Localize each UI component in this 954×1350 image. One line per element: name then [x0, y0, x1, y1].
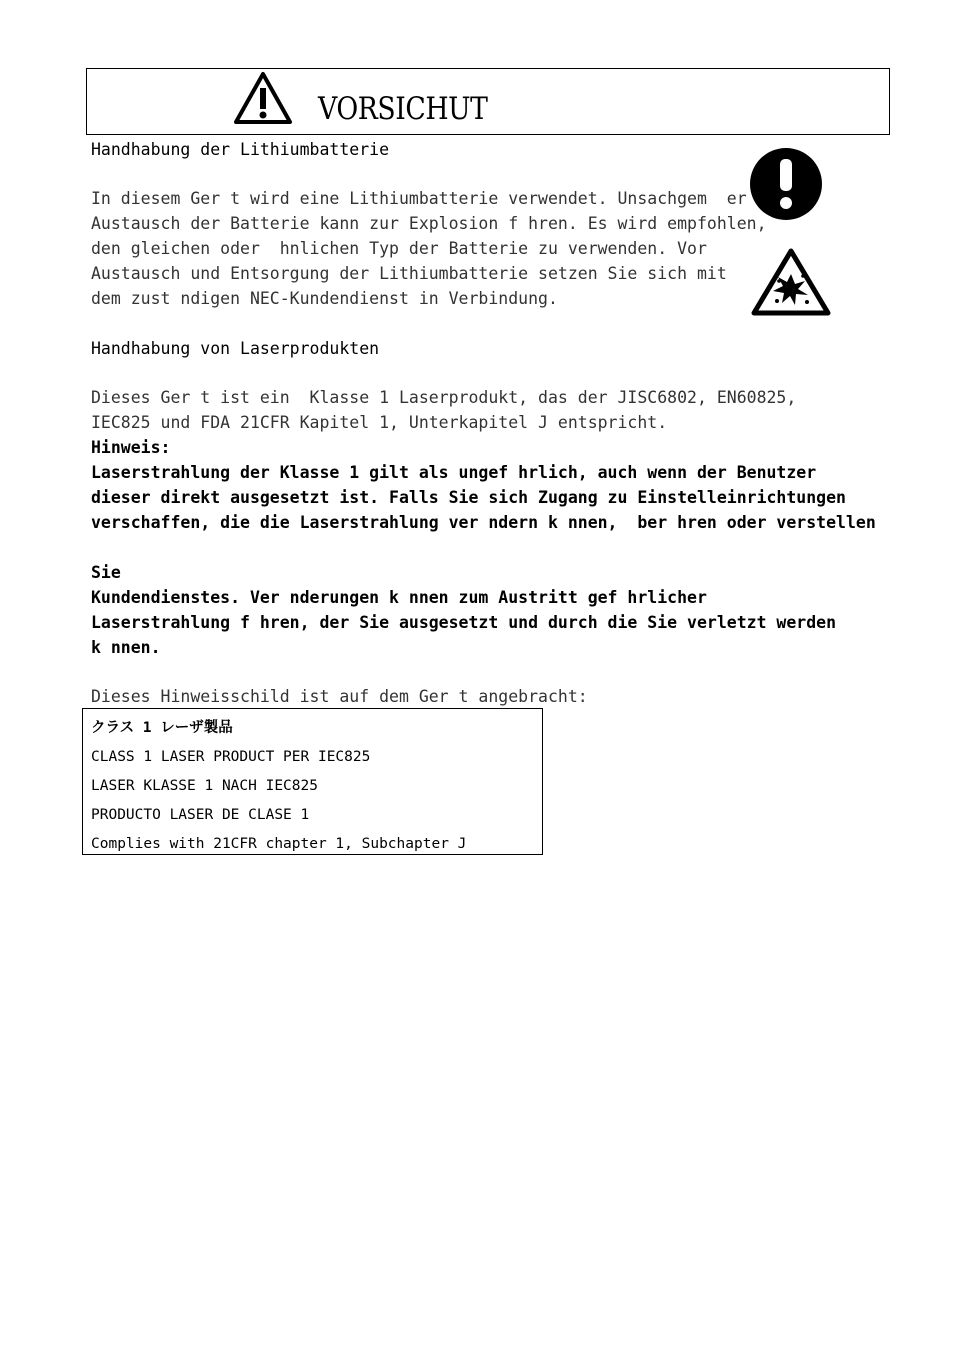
explosion-hazard-icon [751, 248, 831, 316]
note-heading: Hinweis: [91, 438, 171, 457]
battery-text-line: Austausch und Entsorgung der Lithiumbatterie setzen Sie sich mit [91, 264, 727, 283]
label-line-japanese: クラス 1 レーザ製品 [91, 720, 233, 736]
note-text-line: Laserstrahlung f hren, der Sie ausgesetzt und durch die Sie verletzt werden [91, 613, 837, 632]
label-intro: Dieses Hinweisschild ist auf dem Ger t angebracht: [91, 687, 588, 706]
mandatory-action-icon [749, 147, 823, 221]
label-line-german: LASER KLASSE 1 NACH IEC825 [91, 778, 318, 794]
battery-text-line: In diesem Ger t wird eine Lithiumbatterie verwendet. Unsachgem er [91, 189, 747, 208]
label-line-spanish: PRODUCTO LASER DE CLASE 1 [91, 807, 310, 823]
laser-heading: Handhabung von Laserprodukten [91, 339, 380, 358]
label-line-english: CLASS 1 LASER PRODUCT PER IEC825 [91, 749, 371, 765]
laser-text-line: IEC825 und FDA 21CFR Kapitel 1, Unterkapitel J entspricht. [91, 413, 668, 432]
note-text-line: dieser direkt ausgesetzt ist. Falls Sie sich Zugang zu Einstelleinrichtungen [91, 488, 846, 507]
battery-text-line: den gleichen oder hnlichen Typ der Batterie zu verwenden. Vor [91, 239, 707, 258]
battery-text-line: Austausch der Batterie kann zur Explosion f hren. Es wird empfohlen, [91, 214, 767, 233]
caution-title-box [86, 68, 890, 135]
note-text-line: Laserstrahlung der Klasse 1 gilt als ungef hrlich, auch wenn der Benutzer [91, 463, 817, 482]
page-title: VORSICHUT [318, 91, 488, 127]
note-text-line: Kundendienstes. Ver nderungen k nnen zum Austritt gef hrlicher [91, 588, 707, 607]
note-text-line: k nnen. [91, 638, 161, 657]
note-text-line: verschaffen, die die Laserstrahlung ver ndern k nnen, ber hren oder verstellen [91, 513, 876, 532]
battery-text-line: dem zust ndigen NEC-Kundendienst in Verbindung. [91, 289, 558, 308]
laser-text-line: Dieses Ger t ist ein Klasse 1 Laserprodukt, das der JISC6802, EN60825, [91, 388, 797, 407]
note-text-line: Sie [91, 563, 121, 582]
battery-heading: Handhabung der Lithiumbatterie [91, 140, 390, 159]
label-line-compliance: Complies with 21CFR chapter 1, Subchapter J [91, 836, 467, 852]
warning-triangle-icon [233, 71, 293, 125]
